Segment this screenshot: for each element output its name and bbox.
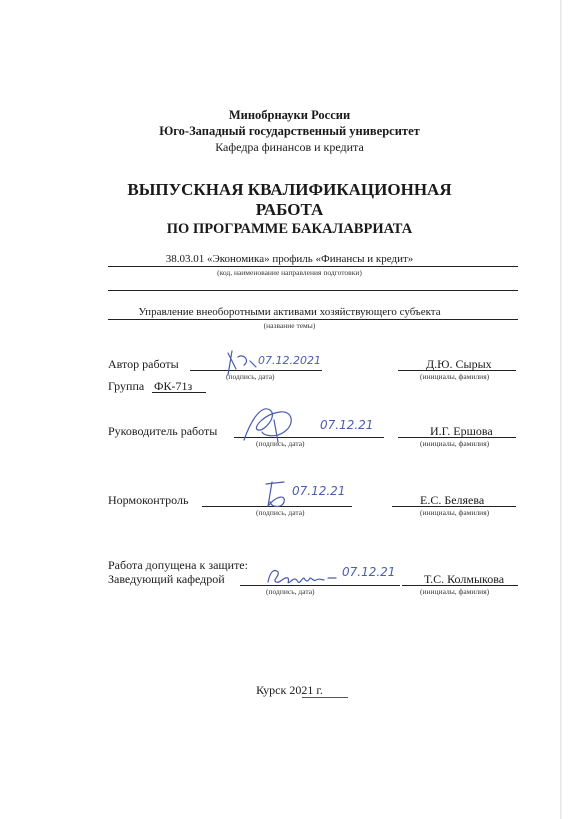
- program-second-line: [108, 290, 518, 291]
- group-value: ФК-71з: [154, 379, 193, 393]
- supervisor-name-caption: (инициалы, фамилия): [420, 439, 490, 448]
- normcontrol-name: Е.С. Беляева: [420, 493, 485, 507]
- normcontrol-name-caption: (инициалы, фамилия): [420, 508, 490, 517]
- author-name: Д.Ю. Сырых: [426, 357, 492, 371]
- year-underline: [302, 697, 348, 698]
- normcontrol-handwritten-date: 07.12.21: [292, 484, 346, 498]
- university-name: Юго-Западный государственный университет: [159, 124, 420, 138]
- author-sign-caption: (подпись, дата): [226, 372, 275, 381]
- supervisor-handwritten-date: 07.12.21: [320, 418, 374, 432]
- program-underline: [108, 266, 518, 267]
- supervisor-name-line: [398, 437, 516, 438]
- author-handwritten-date: 07.12.2021: [258, 354, 321, 367]
- ministry-name: Минобрнауки России: [228, 108, 351, 122]
- normcontrol-name-line: [392, 506, 516, 507]
- topic-value: Управление внеоборотными активами хозяйствующего субъекта: [138, 306, 441, 318]
- supervisor-sign-caption: (подпись, дата): [256, 439, 305, 448]
- normcontrol-sign-caption: (подпись, дата): [256, 508, 305, 517]
- supervisor-label: Руководитель работы: [108, 424, 218, 438]
- head-sign-caption: (подпись, дата): [266, 587, 315, 596]
- author-name-line: [398, 370, 516, 371]
- department-name: Кафедра финансов и кредита: [215, 140, 364, 154]
- title-line-1: ВЫПУСКНАЯ КВАЛИФИКАЦИОННАЯ: [127, 180, 452, 199]
- head-handwritten-date: 07.12.21: [342, 565, 396, 579]
- topic-caption: (название темы): [263, 321, 316, 330]
- title-line-3: ПО ПРОГРАММЕ БАКАЛАВРИАТА: [166, 221, 413, 237]
- group-label: Группа: [108, 379, 145, 393]
- program-value: 38.03.01 «Экономика» профиль «Финансы и кредит»: [165, 253, 414, 265]
- supervisor-name: И.Г. Ершова: [430, 424, 493, 438]
- normcontrol-label: Нормоконтроль: [108, 493, 189, 507]
- head-name-line: [402, 585, 518, 586]
- program-caption: (код, наименование направления подготовки): [217, 268, 362, 277]
- head-of-department-label: Заведующий кафедрой: [108, 572, 225, 586]
- head-name-caption: (инициалы, фамилия): [420, 587, 490, 596]
- admission-label: Работа допущена к защите:: [108, 558, 248, 572]
- topic-underline: [108, 319, 518, 320]
- title-line-2: РАБОТА: [255, 200, 324, 219]
- author-label: Автор работы: [108, 357, 179, 371]
- author-name-caption: (инициалы, фамилия): [420, 372, 490, 381]
- group-underline: [152, 392, 206, 393]
- city-year: Курск 2021 г.: [256, 683, 323, 697]
- head-name: Т.С. Колмыкова: [424, 572, 505, 586]
